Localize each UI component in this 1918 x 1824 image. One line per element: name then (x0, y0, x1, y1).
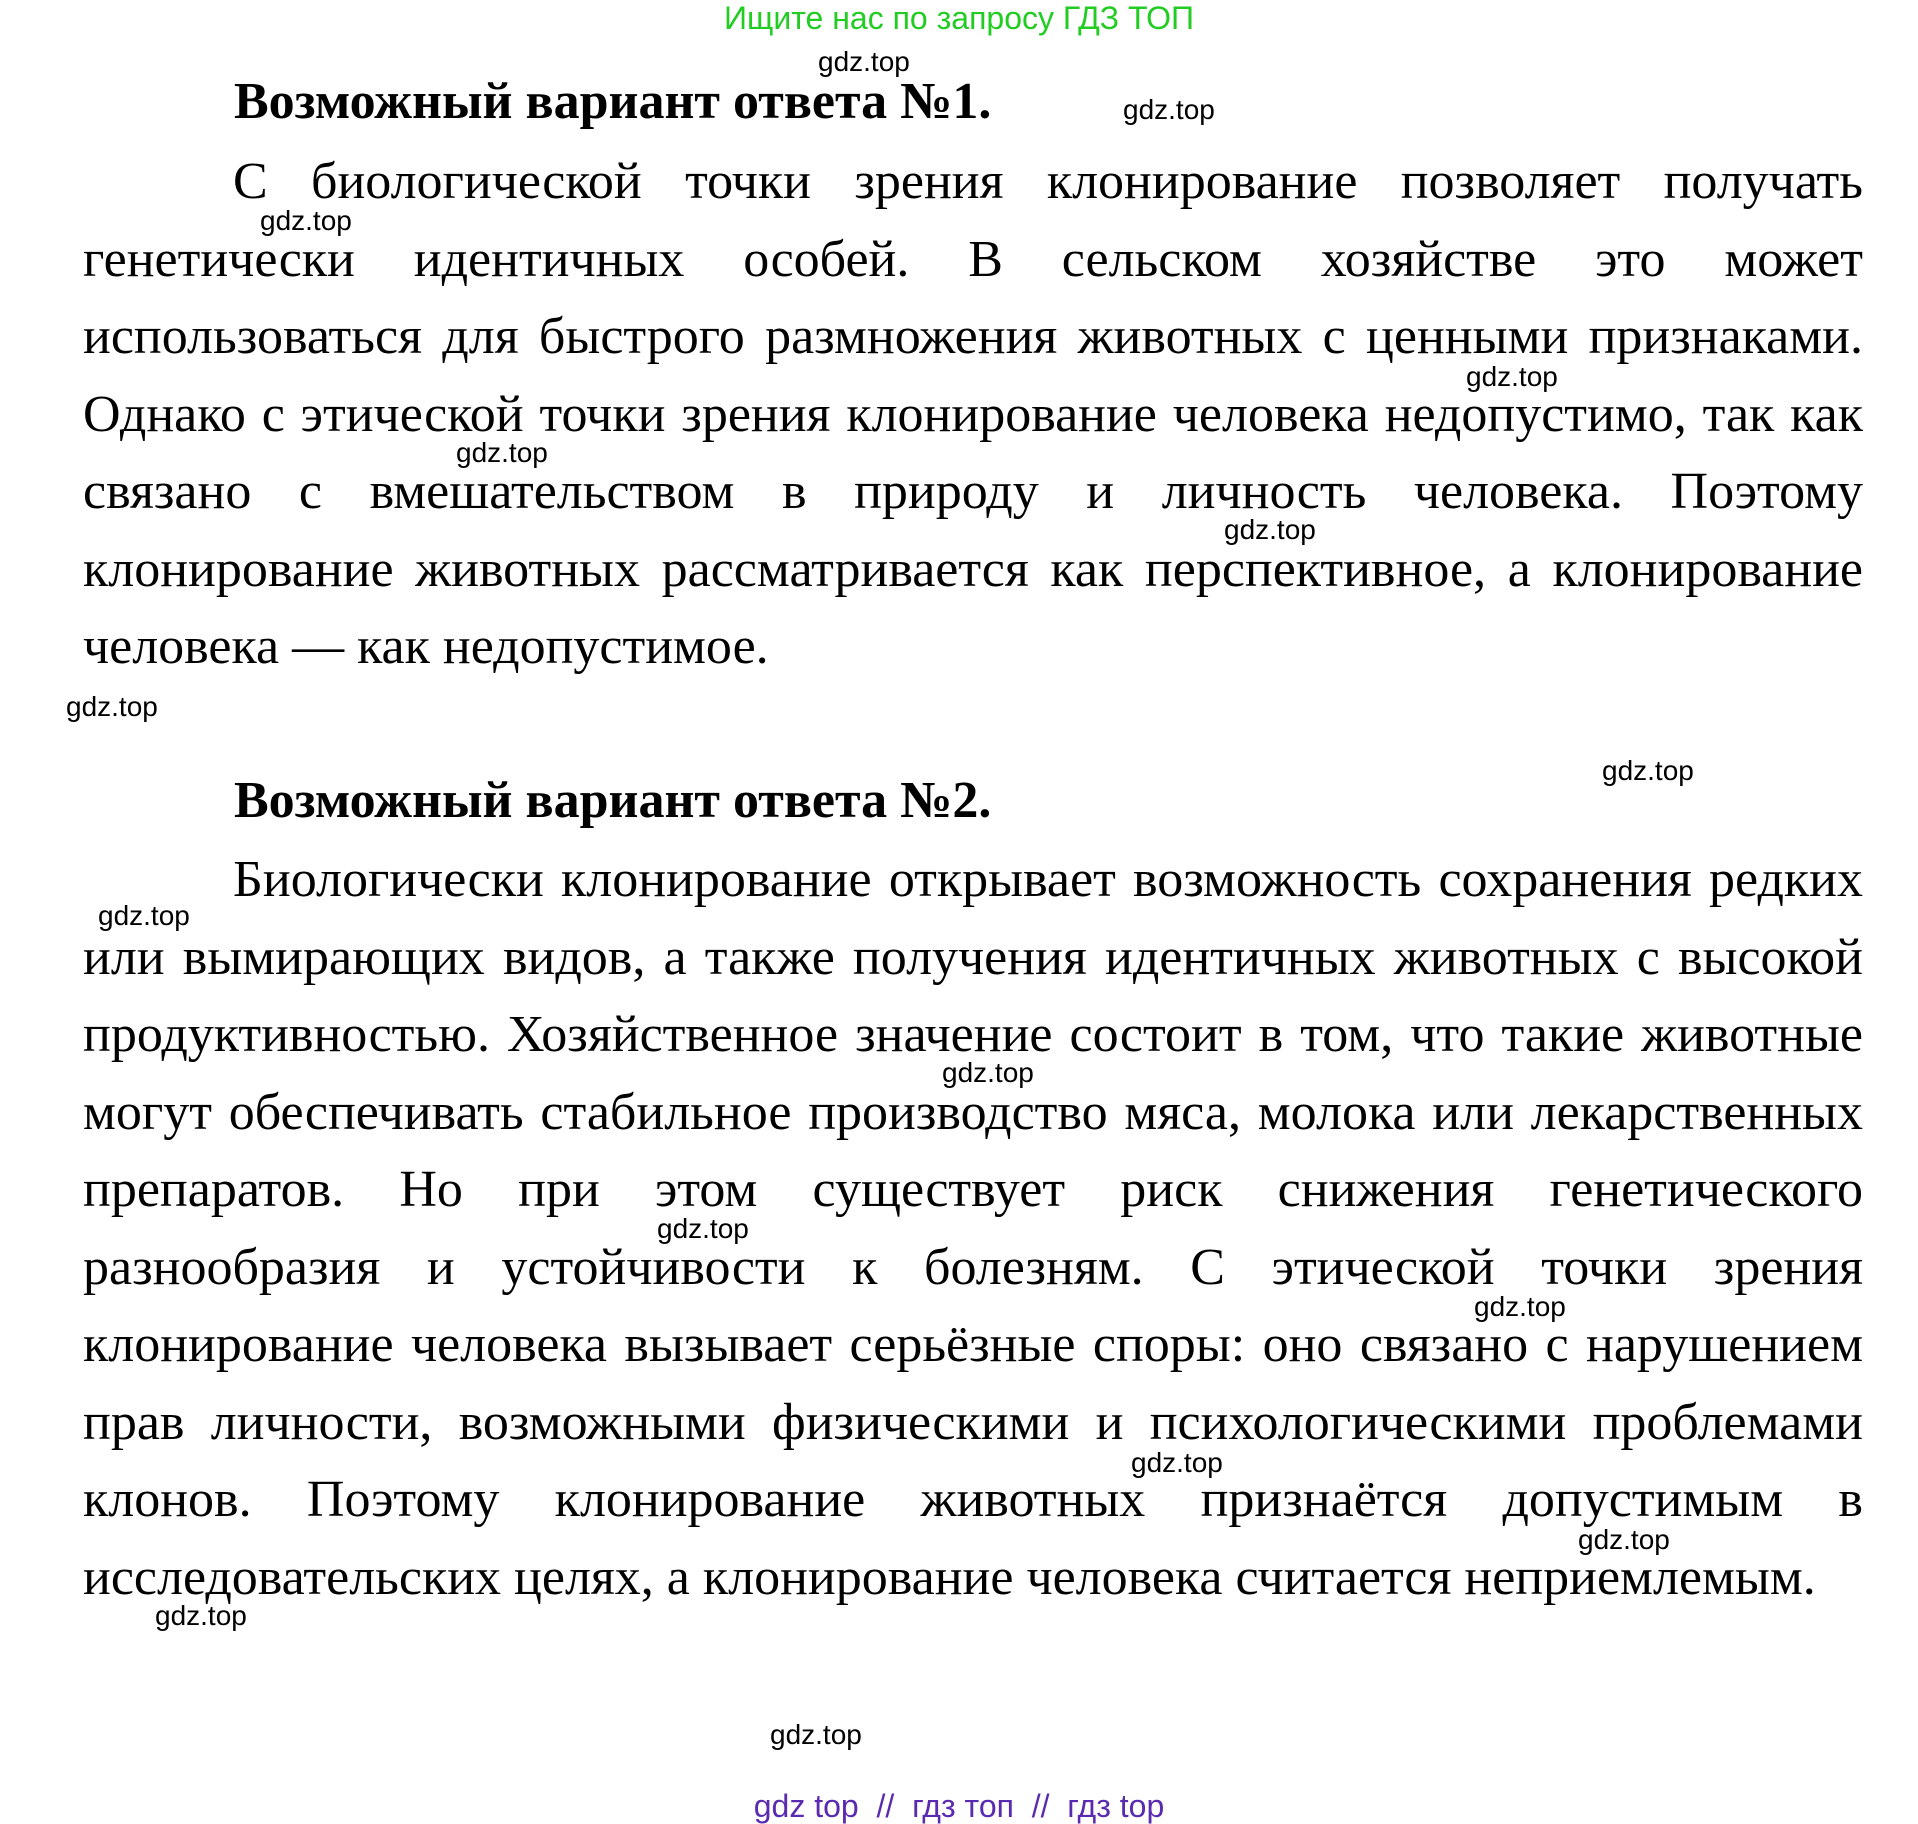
watermark: gdz.top (1474, 1291, 1566, 1322)
watermark: gdz.top (66, 691, 158, 722)
watermark: gdz.top (770, 1719, 862, 1750)
answer-2-title: Возможный вариант ответа №2. (234, 772, 992, 829)
watermark: gdz.top (1131, 1447, 1223, 1478)
watermark: gdz.top (260, 205, 352, 236)
answer-2-text: Биологически клонирование открывает возможность сохранения редких или вымирающих видов, а также получения идентичных животных с высокой продуктивностью. Хозяйственное значение состоит в том, что такие животные могут обеспечивать стабильное производство мяса, молока или лекарственных препаратов. Но при этом существует риск снижения генетического разнообразия и устойчивости к болезням. С этической точки зрения клонирование человека вызывает серьёзные споры: оно связано с нарушением прав личности, возможными физическими и психологическими проблемами клонов. Поэтому клонирование животных признаётся допустимым в исследовательских целях, а клонирование человека считается неприемлемым. (83, 851, 1863, 1606)
watermark: gdz.top (1602, 755, 1694, 786)
watermark: gdz.top (1123, 94, 1215, 125)
watermark: gdz.top (456, 437, 548, 468)
watermark: gdz.top (1578, 1524, 1670, 1555)
answer-1-title: Возможный вариант ответа №1. (234, 73, 992, 130)
watermark: gdz.top (98, 900, 190, 931)
watermark: gdz.top (1224, 514, 1316, 545)
search-banner: Ищите нас по запросу ГДЗ ТОП (724, 0, 1194, 36)
watermark: gdz.top (942, 1057, 1034, 1088)
watermark: gdz.top (818, 46, 910, 77)
watermark: gdz.top (657, 1213, 749, 1244)
watermark: gdz.top (155, 1600, 247, 1631)
footer-watermark: gdz top // гдз топ // гдз top (753, 1788, 1165, 1824)
answer-1-text: С биологической точки зрения клонирование позволяет получать генетически идентичных особей. В сельском хозяйстве это может использоваться для быстрого размножения животных с ценными признаками. Однако с этической точки зрения клонирование человека недопустимо, так как связано с вмешательством в природу и личность человека. Поэтому клонирование животных рассматривается как перспективное, а клонирование человека — как недопустимое. (83, 153, 1863, 675)
watermark: gdz.top (1466, 361, 1558, 392)
